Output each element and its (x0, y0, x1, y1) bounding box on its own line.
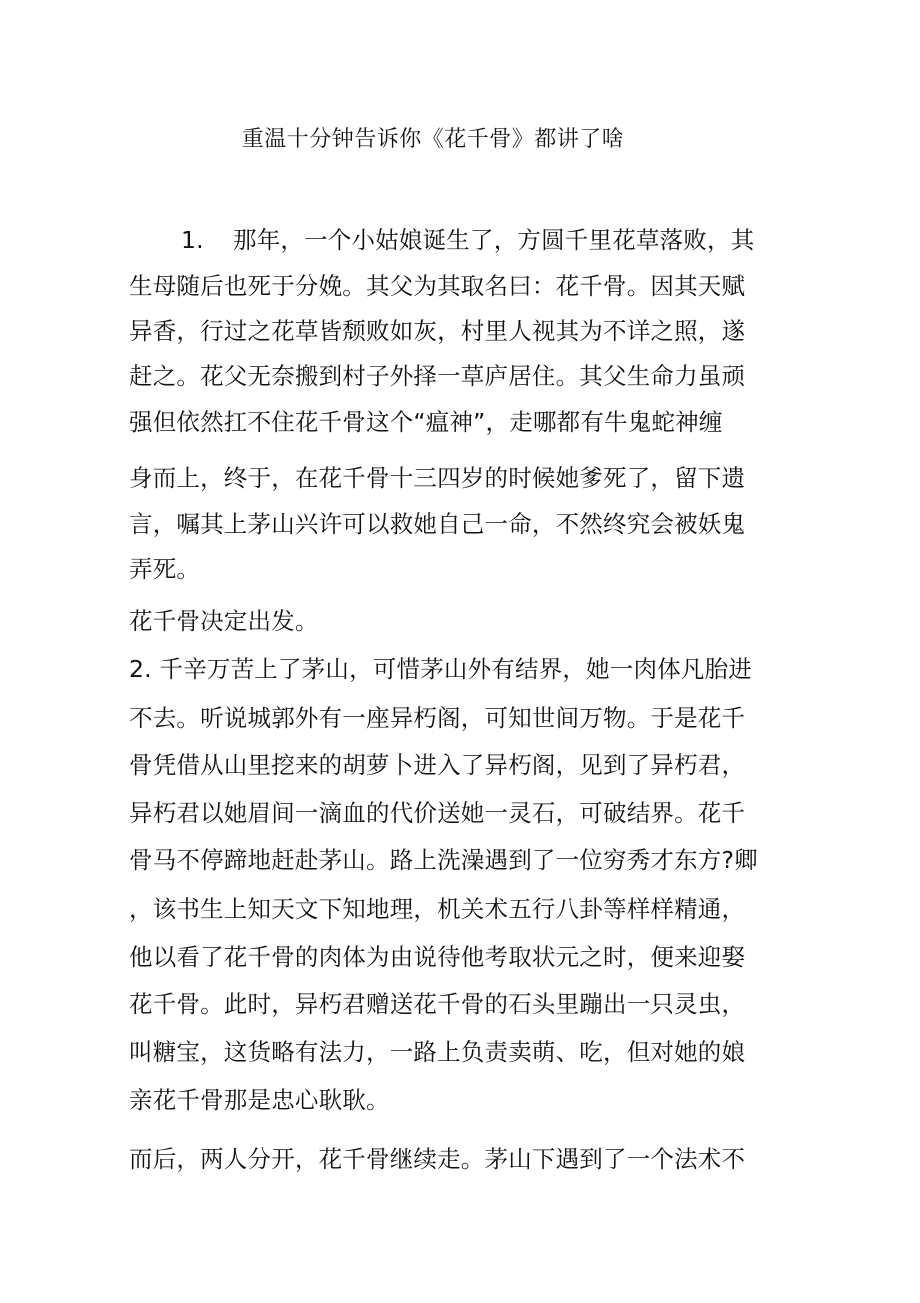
section-2-line: ，该书生上知天文下知地理，机关术五行八卦等样样精通， (129, 895, 746, 923)
section-2-line: 花千骨。此时，异朽君赠送花千骨的石头里蹦出一只灵虫， (129, 990, 746, 1018)
section-1-line: 弄死。 (129, 555, 201, 583)
section-2-line: 他以看了花千骨的肉体为由说待他考取状元之时，便来迎娶 (129, 943, 746, 971)
depart-paragraph: 花千骨决定出发。 (129, 607, 319, 635)
section-2-line: 异朽君以她眉间一滴血的代价送她一灵石，可破结界。花千 (129, 799, 746, 827)
section-2-line: 不去。听说城郭外有一座异朽阁，可知世间万物。于是花千 (129, 704, 746, 732)
section-1-line: 生母随后也死于分娩。其父为其取名曰：花千骨。因其天赋 (129, 272, 746, 300)
section-2-line: 骨凭借从山里挖来的胡萝卜进入了异朽阁，见到了异朽君， (129, 751, 746, 779)
section-1-line: 言，嘱其上茅山兴许可以救她自己一命，不然终究会被妖鬼 (129, 510, 746, 538)
section-2-line: 2. 千辛万苦上了茅山，可惜茅山外有结界，她一肉体凡胎进 (129, 655, 752, 683)
section-1-number: 1. (181, 226, 204, 254)
section-2-line: 亲花千骨那是忠心耿耿。 (129, 1086, 390, 1114)
section-1-first-line (181, 222, 754, 258)
section-2-line: 叫糖宝，这货略有法力，一路上负责卖萌、吃，但对她的娘 (129, 1038, 746, 1066)
section-1-line: 身而上，终于，在花千骨十三四岁的时候她爹死了，留下遗 (129, 464, 746, 492)
last-paragraph: 而后，两人分开，花千骨继续走。茅山下遇到了一个法术不 (129, 1145, 746, 1173)
document-title: 重温十分钟告诉你《花千骨》都讲了啥 (241, 127, 625, 152)
section-2-line: 骨马不停蹄地赶赴茅山。路上洗澡遇到了一位穷秀才东方?卿 (129, 846, 758, 874)
section-1-line: 异香，行过之花草皆颓败如灰，村里人视其为不详之照，遂 (129, 317, 746, 345)
section-1-line: 赶之。花父无奈搬到村子外择一草庐居住。其父生命力虽顽 (129, 362, 746, 390)
section-1-first-line-text: 那年，一个小姑娘诞生了，方圆千里花草落败，其 (233, 226, 755, 254)
section-1-line: 强但依然扛不住花千骨这个“瘟神”，走哪都有牛鬼蛇神缠 (129, 408, 723, 436)
